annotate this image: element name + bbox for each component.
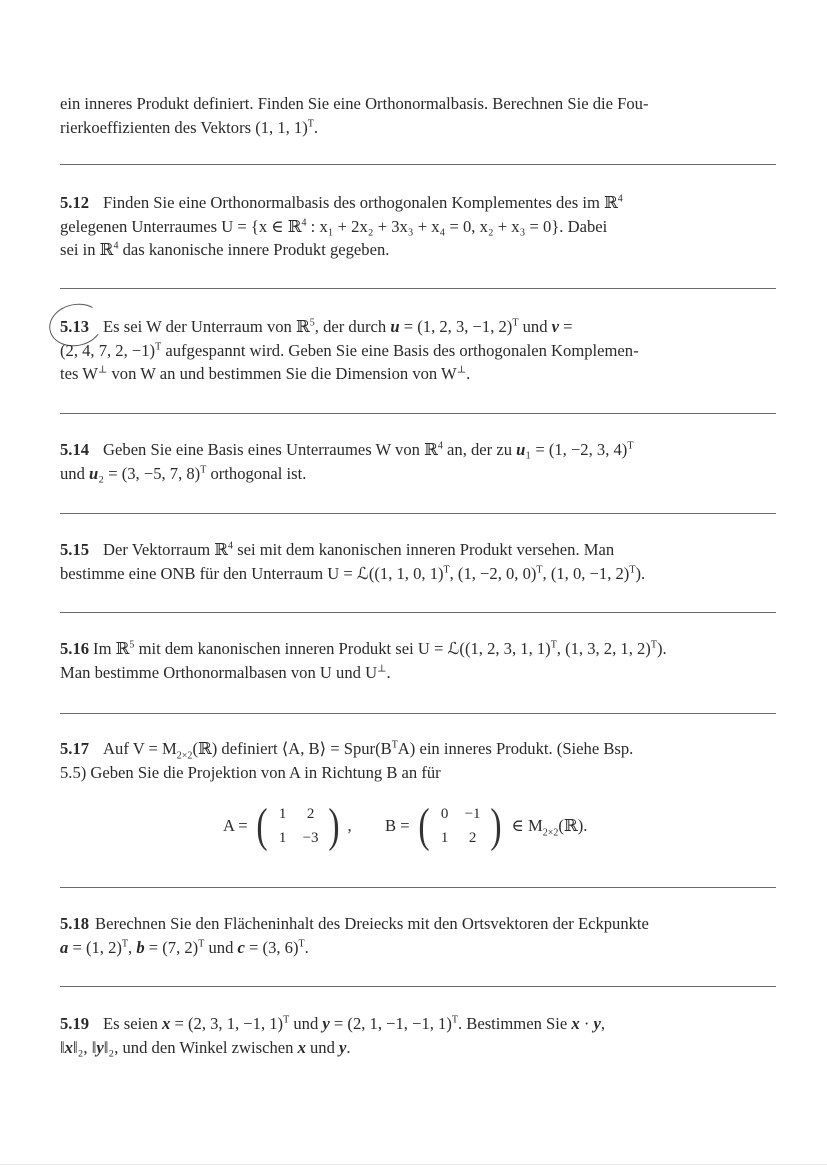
ex518-text-6: = (3, 6) [244,937,299,957]
ex516-text-6: . [386,662,391,682]
left-bracket: ( [417,799,430,852]
matrix-cell: −1 [464,806,481,822]
ex515-text-5: , (1, 0, −1, 2) [542,563,630,583]
ex519-text-1: Es seien [103,1014,163,1033]
transpose-sup: T [283,1014,290,1026]
transpose-sup: T [650,639,657,651]
ex516-text-3: , (1, 3, 2, 1, 2) [556,639,651,658]
matrix-cell: 2 [306,806,315,822]
ex519-text-2: = (2, 3, 1, −1, 1) [170,1014,284,1033]
divider [60,164,776,165]
transpose-sup: T [512,317,519,329]
ex514-text-1: Geben Sie eine Basis eines Unterraumes W von ℝ [103,440,438,459]
in-text: ∈ M [511,816,543,835]
vector-x: x [297,1037,306,1057]
ex513-text-1: Es sei W der Unterraum von ℝ [103,317,310,336]
exponent: 4 [301,216,307,228]
transpose-sup: T [629,563,636,575]
vector-y: y [339,1037,347,1057]
transpose-sup: T [121,937,129,949]
exercise-5-19 [60,1012,778,1059]
ex519-text-11: und [305,1037,340,1057]
ex519-text-5: . Bestimmen Sie [457,1014,572,1033]
divider [60,612,776,613]
ex516-text-4: ). [656,639,667,658]
ex515-text-1: Der Vektorraum ℝ [103,540,229,559]
divider [60,713,776,714]
intro-line-1: ein inneres Produkt definiert. Finden Sie eine Orthonormalbasis. Berechnen Sie die Fou- [60,94,649,113]
in-end: (ℝ). [558,816,588,835]
transpose-sup: T [155,340,162,352]
vector-u1: u [516,440,526,459]
transpose-sup: T [391,739,398,751]
perp-sup: ⊥ [456,364,467,376]
ex516-text-1: Im ℝ [93,639,130,658]
ex518-text-5: und [204,937,238,957]
subscript: 2×2 [176,750,193,762]
divider [60,413,776,414]
vector-y: y [593,1014,601,1033]
ex512-text-4: sei in ℝ [60,240,114,259]
exercise-number: 5.16 [60,639,90,658]
matrix-cell: 2 [468,830,477,846]
ex517-text-4: 5.5) Geben Sie die Projektion von A in Richtung B an für [60,762,441,782]
ex519-text-6: · [579,1014,594,1033]
page-edge [0,1164,827,1165]
right-bracket: ) [327,799,340,852]
matrix-a-grid [270,803,326,849]
divider [60,887,776,888]
matrix-comma: , [347,816,352,835]
matrix-row [0,798,827,858]
matrix-cell: 0 [440,806,449,822]
transpose-sup: T [451,1014,458,1026]
exponent: 5 [129,639,135,651]
transpose-sup: T [198,937,205,949]
exercise-number: 5.18 [60,914,90,933]
divider [60,513,776,514]
matrix-a-label: A = [223,816,248,835]
ex515-text-2: sei mit dem kanonischen inneren Produkt versehen. Man [233,540,615,559]
subscript: 2×2 [542,827,559,839]
intro-line-2: rierkoeffizienten des Vektors (1, 1, 1) [60,117,308,137]
ex515-text-3: bestimme eine ONB für den Unterraum U = ℒ((1, 1, 0, 1) [60,563,444,583]
matrix-cell: 1 [278,830,287,846]
matrix-cell: 1 [440,830,449,846]
perp-sup: ⊥ [377,662,387,674]
vector-y: y [322,1014,330,1033]
matrix-cell: 1 [278,806,287,822]
intro-paragraph [60,92,778,139]
exercise-number: 5.12 [60,193,90,212]
ex519-text-10: ‖₂, und den Winkel zwischen [103,1037,298,1057]
vector-b: b [136,937,145,957]
vector-x: x [571,1014,580,1033]
ex519-text-3: und [289,1014,323,1033]
ex513-text-5: = [559,317,573,336]
transpose-sup: T [200,463,207,475]
vector-y: y [96,1037,104,1057]
ex519-text-9: ‖₂, ‖ [72,1037,97,1057]
ex517-text-1: Auf V = M [103,739,177,758]
exercise-number: 5.17 [60,739,90,758]
ex514-text-5: ₂ = (3, −5, 7, 8) [98,463,201,483]
ex518-text-2: = (1, 2) [68,937,122,957]
vector-a: a [60,937,69,957]
exercise-5-16 [60,637,778,684]
ex513-text-6: (2, 4, 7, 2, −1) [60,340,156,360]
ex512-text-3: : x₁ + 2x₂ + 3x₃ + x₄ = 0, x₂ + x₃ = 0}. Dabei [306,216,608,236]
ex512-text-5: das kanonische innere Produkt gegeben. [118,240,390,259]
ex515-text-6: ). [635,563,646,583]
divider [60,288,776,289]
exponent: 5 [309,317,315,329]
ex517-text-2: (ℝ) definiert ⟨A, B⟩ = Spur(B [192,739,392,758]
vector-u: u [390,317,400,336]
ex516-text-5: Man bestimme Orthonormalbasen von U und U [60,662,378,682]
exponent: 4 [228,540,234,552]
matrix-space-text [511,816,588,839]
transpose-sup: T [550,639,557,651]
vector-c: c [237,937,245,957]
right-bracket: ) [489,799,502,852]
exponent: 4 [437,440,443,452]
exercise-number: 5.15 [60,540,90,559]
vector-u2: u [89,463,99,483]
ex519-text-12: . [346,1037,351,1057]
exercise-number: 5.13 [60,317,90,336]
matrix-b-label: B = [385,816,410,835]
transpose-sup: T [536,563,543,575]
ex518-text-4: = (7, 2) [144,937,199,957]
exercise-5-14 [60,438,778,485]
ex519-text-4: = (2, 1, −1, −1, 1) [329,1014,452,1033]
ex518-text-7: . [304,937,309,957]
exercise-number: 5.19 [60,1014,90,1033]
transpose-sup: T [443,563,450,575]
ex514-text-2: an, der zu [442,440,517,459]
ex519-text-8: ‖ [60,1037,65,1057]
ex518-text-3: , [128,937,137,957]
ex512-text-2: gelegenen Unterraumes U = {x ∈ ℝ [60,216,302,236]
matrix-a [223,798,352,854]
intro-end: . [313,117,319,137]
exercise-5-17 [60,737,778,784]
matrix-b [385,798,587,854]
left-bracket: ( [255,799,268,852]
exercise-5-15 [60,538,778,585]
exercise-5-18 [60,912,778,959]
ex513-text-7: aufgespannt wird. Geben Sie eine Basis des orthogonalen Komplemen- [161,340,639,360]
exponent: 4 [113,240,119,252]
ex513-text-10: . [466,364,471,383]
vector-x: x [64,1037,73,1057]
ex516-text-2: mit dem kanonischen inneren Produkt sei U = ℒ((1, 2, 3, 1, 1) [134,639,551,658]
ex514-text-3: ₁ = (1, −2, 3, 4) [525,440,628,459]
ex513-text-3: = (1, 2, 3, −1, 2) [399,317,513,336]
divider [60,986,776,987]
exponent: 4 [617,193,623,205]
ex512-text-1: Finden Sie eine Orthonormalbasis des orthogonalen Komplementes des im ℝ [103,193,618,212]
ex515-text-4: , (1, −2, 0, 0) [449,563,537,583]
transpose-sup: T [307,117,314,129]
transpose-sup: T [298,937,305,949]
perp-sup: ⊥ [97,364,108,376]
matrix-b-grid [432,803,488,849]
ex513-text-9: von W an und bestimmen Sie die Dimension von W [107,364,457,383]
vector-v: v [551,317,560,336]
vector-x: x [162,1014,171,1033]
ex514-text-6: orthogonal ist. [206,463,307,483]
ex513-text-2: , der durch [314,317,391,336]
exercise-5-12 [60,191,778,262]
ex519-text-7: , [600,1014,606,1033]
matrix-cell: −3 [302,830,319,846]
ex513-text-8: tes W [60,364,98,383]
ex518-text-1: Berechnen Sie den Flächeninhalt des Dreiecks mit den Ortsvektoren der Eckpunkte [95,914,649,933]
exercise-5-13 [60,315,778,386]
ex517-text-3: A) ein inneres Produkt. (Siehe Bsp. [397,739,634,758]
ex513-text-4: und [518,317,552,336]
transpose-sup: T [627,440,634,452]
exercise-number: 5.14 [60,440,90,459]
ex514-text-4: und [60,463,90,483]
